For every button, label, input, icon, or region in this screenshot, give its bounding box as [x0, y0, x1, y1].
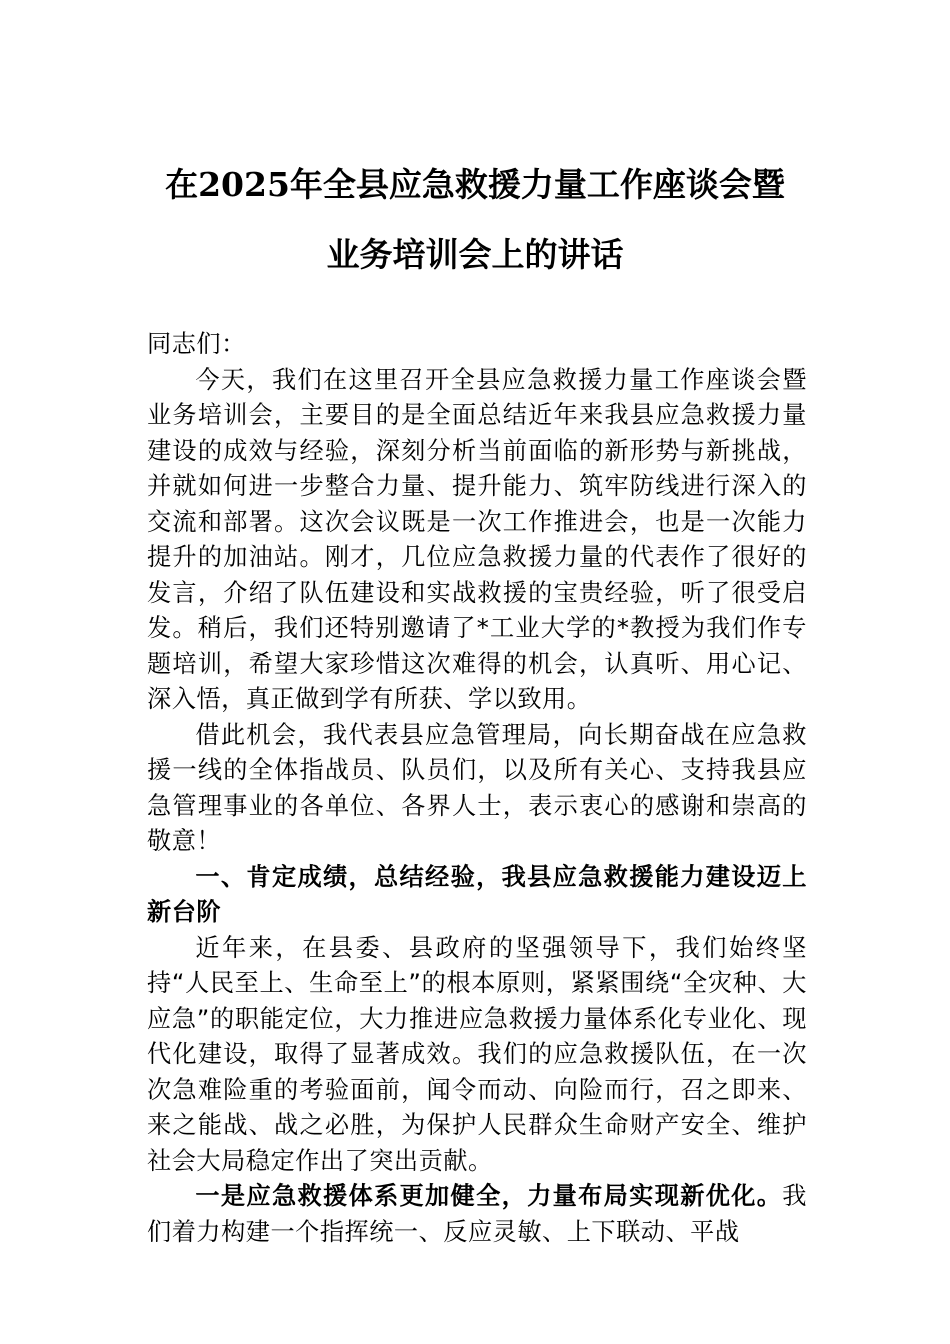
document-body: [147, 327, 807, 1250]
salutation: 同志们：: [147, 330, 246, 358]
subheading-system: 一是应急救援体系更加健全，力量布局实现新优化。: [195, 1182, 783, 1210]
document-title-line-1: 在2025年全县应急救援力量工作座谈会暨: [165, 165, 785, 204]
paragraph-system: [147, 1179, 807, 1250]
paragraph-gratitude: 借此机会，我代表县应急管理局，向长期奋战在应急救援一线的全体指战员、队员们，以及所有关心、支持我县应急管理事业的各单位、各界人士，表示衷心的感谢和崇高的敬意！: [147, 720, 807, 855]
paragraph-system-text: 我们着力构建一个指挥统一、反应灵敏、上下联动、平战: [147, 1182, 807, 1246]
document-title-line-2: 业务培训会上的讲话: [326, 235, 624, 274]
paragraph-achievements: 近年来，在县委、县政府的坚强领导下，我们始终坚持“人民至上、生命至上”的根本原则，紧紧围绕“全灾种、大应急”的职能定位，大力推进应急救援力量体系化专业化、现代化建设，取得了显著成效。我们的应急救援队伍，在一次次急难险重的考验面前，闻令而动、向险而行，召之即来、来之能战、战之必胜，为保护人民群众生命财产安全、维护社会大局稳定作出了突出贡献。: [147, 933, 807, 1175]
section-heading-1: 一、肯定成绩，总结经验，我县应急救援能力建设迈上新台阶: [147, 862, 807, 926]
paragraph-opening: 今天，我们在这里召开全县应急救援力量工作座谈会暨业务培训会，主要目的是全面总结近年来我县应急救援力量建设的成效与经验，深刻分析当前面临的新形势与新挑战，并就如何进一步整合力量、提升能力、筑牢防线进行深入的交流和部署。这次会议既是一次工作推进会，也是一次能力提升的加油站。刚才，几位应急救援力量的代表作了很好的发言，介绍了队伍建设和实战救援的宝贵经验，听了很受启发。稍后，我们还特别邀请了*工业大学的*教授为我们作专题培训，希望大家珍惜这次难得的机会，认真听、用心记、深入悟，真正做到学有所获、学以致用。: [147, 365, 807, 713]
